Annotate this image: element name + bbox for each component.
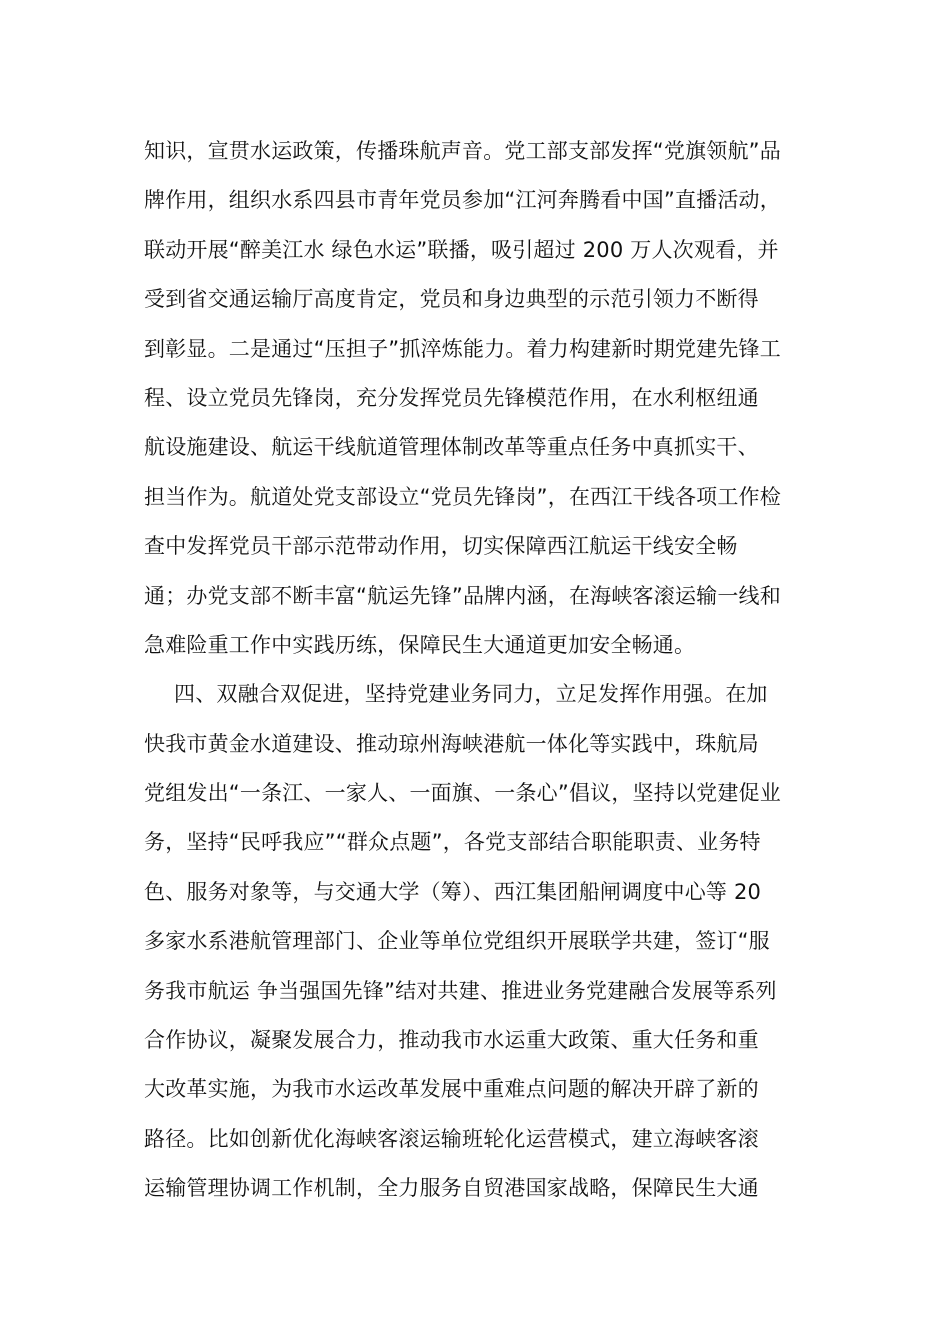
text-line: 程、设立党员先锋岗，充分发挥党员先锋模范作用，在水利枢纽通 (144, 385, 759, 410)
text-line: 查中发挥党员干部示范带动作用，切实保障西江航运干线安全畅 (144, 534, 738, 559)
body-text (144, 127, 814, 1214)
text-line: 知识，宣贯水运政策，传播珠航声音。党工部支部发挥“党旗领航”品 (144, 139, 781, 163)
text-line: 多家水系港航管理部门、企业等单位党组织开展联学共建，签订“服 (144, 929, 770, 954)
text-line: 牌作用，组织水系四县市青年党员参加“江河奔腾看中国”直播活动， (144, 188, 781, 213)
text-line: 合作协议，凝聚发展合力，推动我市水运重大政策、重大任务和重 (144, 1028, 759, 1053)
text-line: 急难险重工作中实践历练，保障民生大通道更加安全畅通。 (144, 632, 696, 657)
text-line: 联动开展“醉美江水 绿色水运”联播，吸引超过 200 万人次观看，并 (144, 237, 779, 262)
text-line: 色、服务对象等，与交通大学（筹）、西江集团船闸调度中心等 20 (144, 879, 762, 904)
text-line: 到彰显。二是通过“压担子”抓淬炼能力。着力构建新时期党建先锋工 (144, 336, 781, 361)
text-line: 航设施建设、航运干线航道管理体制改革等重点任务中真抓实干、 (144, 435, 759, 460)
text-line: 受到省交通运输厅高度肯定，党员和身边典型的示范引领力不断得 (144, 287, 759, 312)
text-line: 大改革实施，为我市水运改革发展中重难点问题的解决开辟了新的 (144, 1077, 759, 1102)
text-line: 路径。比如创新优化海峡客滚运输班轮化运营模式，建立海峡客滚 (144, 1126, 759, 1151)
text-line: 担当作为。航道处党支部设立“党员先锋岗”，在西江干线各项工作检 (144, 484, 781, 509)
paragraph-start-line: 四、双融合双促进，坚持党建业务同力，立足发挥作用强。在加 (174, 682, 768, 707)
text-line: 务，坚持“民呼我应”“群众点题”，各党支部结合职能职责、业务特 (144, 830, 761, 855)
text-line: 党组发出“一条江、一家人、一面旗、一条心”倡议，坚持以党建促业 (144, 781, 781, 806)
text-line: 通；办党支部不断丰富“航运先锋”品牌内涵，在海峡客滚运输一线和 (144, 583, 781, 608)
text-line: 运输管理协调工作机制，全力服务自贸港国家战略，保障民生大通 (144, 1176, 759, 1201)
text-line: 快我市黄金水道建设、推动琼州海峡港航一体化等实践中，珠航局 (144, 731, 759, 756)
text-line: 务我市航运 争当强国先锋”结对共建、推进业务党建融合发展等系列 (144, 978, 777, 1003)
